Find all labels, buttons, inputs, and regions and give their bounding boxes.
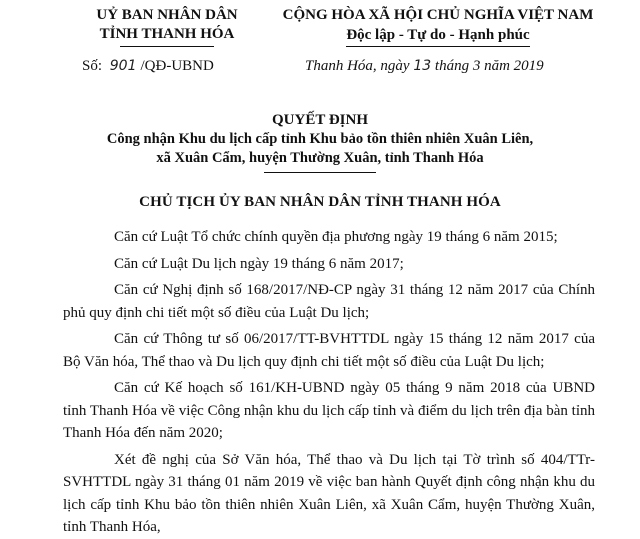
- basis-paragraph: Căn cứ Luật Du lịch ngày 19 tháng 6 năm 2017;: [114, 255, 404, 272]
- date-year: năm 2019: [484, 58, 544, 74]
- subject-line-1: Công nhận Khu du lịch cấp tỉnh Khu bảo tồn thiên nhiên Xuân Liên,: [106, 131, 534, 147]
- agency-underline: [120, 46, 214, 47]
- basis-paragraph: Căn cứ Kế hoạch số 161/KH-UBND ngày 05 tháng 9 năm 2018 của UBND tỉnh Thanh Hóa về việc Công nhận khu du lịch cấp tỉnh và điểm du lịch trên địa bàn tỉnh Thanh Hóa đến năm 2020;: [63, 380, 595, 441]
- document-number: [82, 58, 214, 75]
- title-underline: [264, 172, 376, 173]
- issuing-authority: CHỦ TỊCH ỦY BAN NHÂN DÂN TỈNH THANH HÓA: [139, 194, 501, 210]
- agency-line-2: TỈNH THANH HÓA: [99, 26, 235, 42]
- date-month: 3: [472, 58, 481, 74]
- national-motto: Độc lập - Tự do - Hạnh phúc: [346, 26, 529, 47]
- doc-number-prefix: Số:: [82, 58, 103, 74]
- subject-line-2: xã Xuân Cẩm, huyện Thường Xuân, tỉnh Thanh Hóa: [156, 150, 484, 166]
- national-header: [282, 6, 594, 47]
- document-type: QUYẾT ĐỊNH: [272, 112, 368, 128]
- decision-title: [0, 111, 640, 173]
- date-day-handwritten: 13: [413, 58, 432, 74]
- basis-paragraph: Xét đề nghị của Sở Văn hóa, Thể thao và Du lịch tại Tờ trình số 404/TTr-SVHTTDL ngày 31 tháng 01 năm 2019 về việc ban hành Quyết định công nhận khu du lịch cấp tỉnh Khu bảo tồn thiên nhiên Xuân Liên, xã Xuân Cẩm, huyện Thường Xuân, tỉnh Thanh Hóa,: [63, 451, 595, 535]
- basis-paragraph: Căn cứ Luật Tổ chức chính quyền địa phương ngày 19 tháng 6 năm 2015;: [114, 229, 558, 245]
- nation-name: CỘNG HÒA XÃ HỘI CHỦ NGHĨA VIỆT NAM: [282, 7, 594, 23]
- agency-line-1: UỶ BAN NHÂN DÂN: [96, 7, 238, 23]
- doc-number-handwritten: 901: [109, 58, 137, 74]
- date-month-label: tháng: [434, 58, 470, 74]
- basis-paragraph: Căn cứ Nghị định số 168/2017/NĐ-CP ngày 31 tháng 12 năm 2017 của Chính phủ quy định chi tiết một số điều của Luật Du lịch;: [63, 282, 595, 321]
- issue-date: [305, 58, 544, 75]
- legal-basis: [63, 226, 595, 539]
- basis-paragraph: Căn cứ Thông tư số 06/2017/TT-BVHTTDL ngày 15 tháng 12 năm 2017 của Bộ Văn hóa, Thể thao và Du lịch quy định chi tiết một số điều của Luật Du lịch;: [63, 331, 595, 370]
- issuing-agency: [62, 6, 272, 47]
- date-prefix: Thanh Hóa, ngày: [305, 58, 410, 74]
- doc-number-suffix: /QĐ-UBND: [140, 58, 214, 74]
